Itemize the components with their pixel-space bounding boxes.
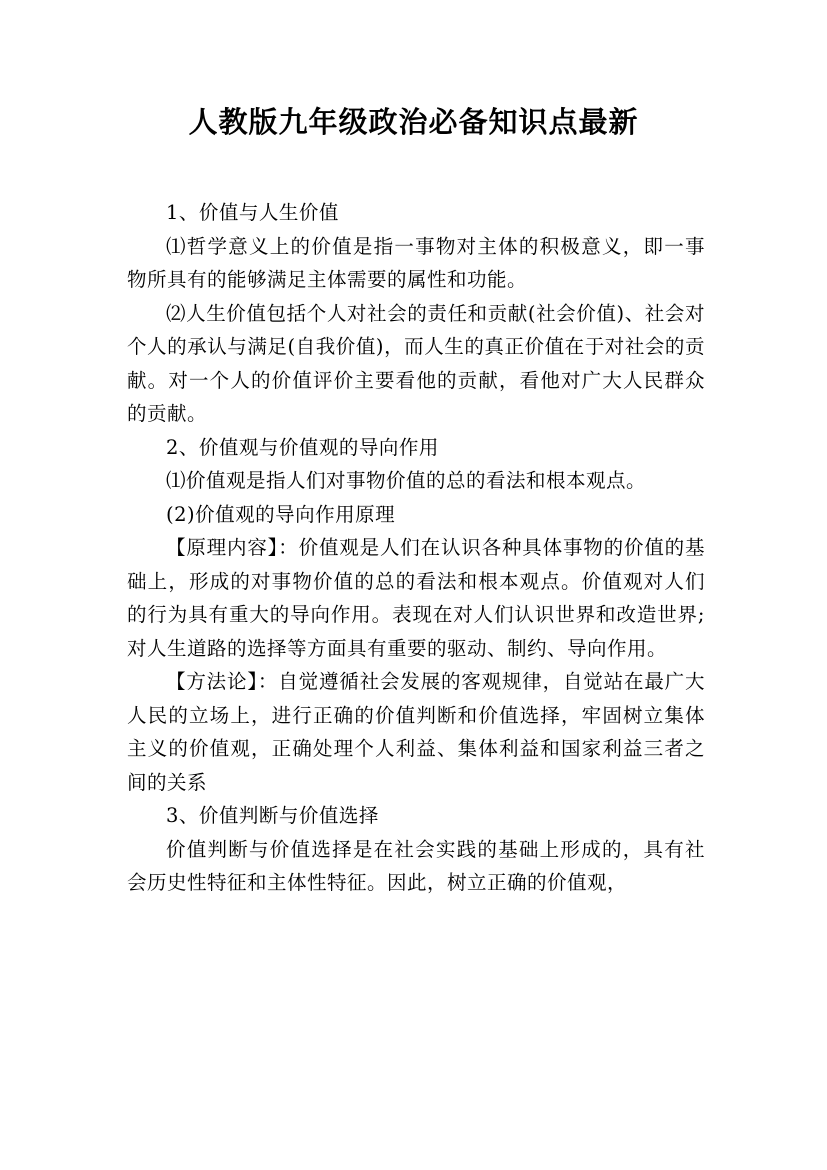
paragraph: ⑴价值观是指人们对事物价值的总的看法和根本观点。	[166, 469, 647, 492]
paragraph: ⑴哲学意义上的价值是指一事物对主体的积极意义，即一事物所具有的能够满足主体需要的属性和功能。	[127, 234, 705, 291]
document-title: 人教版九年级政治必备知识点最新	[188, 105, 639, 139]
paragraph: 【方法论】：自觉遵循社会发展的客观规律，自觉站在最广大人民的立场上，进行正确的价值判断和价值选择，牢固树立集体主义的价值观，正确处理个人利益、集体利益和国家利益三者之间的关系	[127, 670, 705, 794]
section-heading-2: 2、价值观与价值观的导向作用	[166, 435, 439, 459]
paragraph: 价值判断与价值选择是在社会实践的基础上形成的，具有社会历史性特征和主体性特征。因此，树立正确的价值观，	[127, 837, 705, 894]
document-body	[127, 196, 705, 900]
paragraph: 【原理内容】：价值观是人们在认识各种具体事物的价值的基础上，形成的对事物价值的总的看法和根本观点。价值观对人们的行为具有重大的导向作用。表现在对人们认识世界和改造世界;对人生道路的选择等方面具有重要的驱动、制约、导向作用。	[127, 536, 705, 660]
paragraph: ⑵人生价值包括个人对社会的责任和贡献(社会价值)、社会对个人的承认与满足(自我价值)，而人生的真正价值在于对社会的贡献。对一个人的价值评价主要看他的贡献，看他对广大人民群众的贡献。	[127, 301, 705, 425]
section-heading-3: 3、价值判断与价值选择	[166, 804, 379, 827]
paragraph: (2)价值观的导向作用原理	[166, 502, 396, 526]
section-heading-1: 1、价值与人生价值	[166, 201, 339, 224]
